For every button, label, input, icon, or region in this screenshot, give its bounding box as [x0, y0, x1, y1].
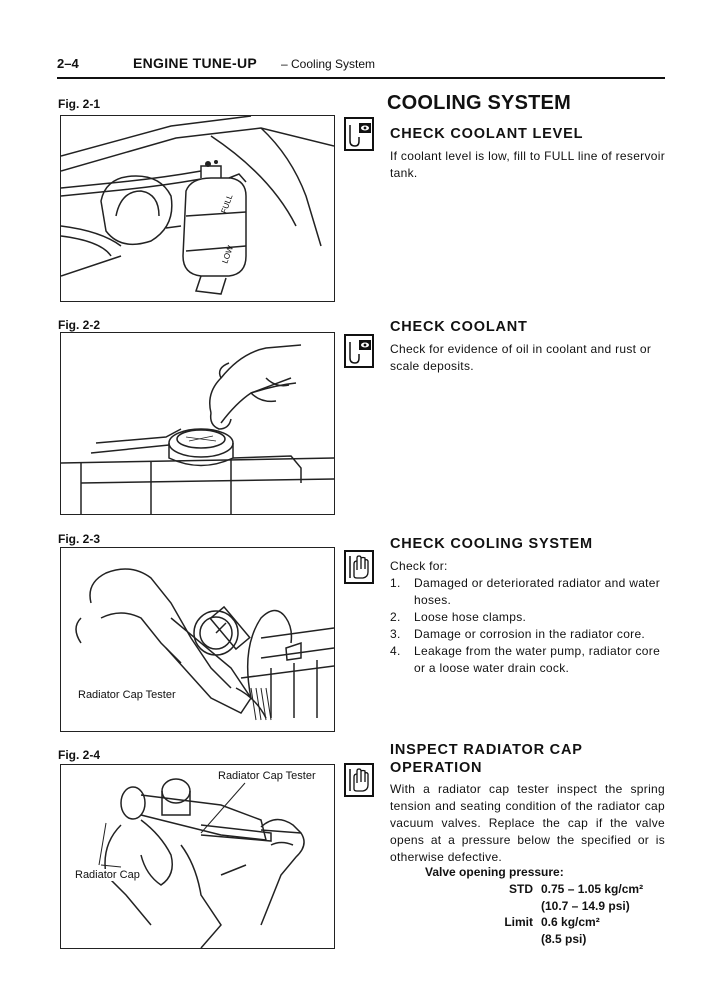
svg-text:LOW: LOW	[220, 244, 236, 265]
spec-limit-value-psi: (8.5 psi)	[541, 932, 587, 946]
step-title: CHECK COOLANT LEVEL	[390, 126, 584, 142]
figure-reservoir-tank	[60, 115, 335, 302]
figure-radiator-cap-test	[60, 764, 335, 949]
list-item: 2. Loose hose clamps.	[390, 610, 527, 624]
spec-std-value-psi: (10.7 – 14.9 psi)	[541, 899, 630, 913]
reservoir-tank-illustration	[61, 116, 334, 301]
chapter-subtitle: – Cooling System	[281, 57, 376, 71]
visual-inspection-icon	[344, 334, 374, 368]
spec-heading: Valve opening pressure:	[425, 865, 564, 879]
figure-label: Fig. 2-2	[58, 318, 101, 332]
figure-callout: Radiator Cap Tester	[218, 770, 316, 782]
header-rule	[57, 77, 665, 79]
list-item: 4. Leakage from the water pump, radiator core or a loose water drain cock.	[390, 644, 661, 675]
figure-label: Fig. 2-4	[58, 748, 101, 762]
checklist-items	[390, 575, 670, 677]
chapter-title: ENGINE TUNE-UP	[133, 55, 257, 71]
figure-label: Fig. 2-3	[58, 532, 101, 546]
list-item: 1. Damaged or deteriorated radiator and water hoses.	[390, 576, 661, 607]
step-text: If coolant level is low, fill to FULL line of reservoir tank.	[390, 149, 665, 180]
cooling-system-test-illustration	[61, 548, 334, 731]
figure-callout: Radiator Cap Tester	[78, 689, 176, 701]
list-item: 3. Damage or corrosion in the radiator core.	[390, 627, 646, 641]
step-text: With a radiator cap tester inspect the spring tension and seating condition of the radiator cap vacuum valves. Replace the cap if the valve opens at a pressure below the specified or is otherwise defective.	[390, 782, 665, 864]
step-title-cont: OPERATION	[390, 760, 483, 776]
figure-label: Fig. 2-1	[58, 97, 101, 111]
step-title: CHECK COOLING SYSTEM	[390, 536, 593, 552]
hand-check-icon	[344, 763, 374, 797]
spec-limit-label: Limit	[504, 915, 533, 929]
figure-callout: Radiator Cap	[75, 869, 140, 881]
svg-text:FULL: FULL	[219, 193, 235, 215]
coolant-check-illustration	[61, 333, 334, 514]
section-title: COOLING SYSTEM	[387, 92, 571, 114]
hand-check-icon	[344, 550, 374, 584]
figure-coolant-check	[60, 332, 335, 515]
step-title: INSPECT RADIATOR CAP	[390, 742, 583, 758]
checklist	[390, 558, 670, 677]
page-number: 2–4	[57, 56, 79, 71]
step-text: Check for evidence of oil in coolant and rust or scale deposits.	[390, 342, 652, 373]
spec-std-value: 0.75 – 1.05 kg/cm²	[541, 882, 644, 896]
figure-cooling-system-test	[60, 547, 335, 732]
radiator-cap-test-illustration	[61, 765, 334, 948]
step-title: CHECK COOLANT	[390, 319, 528, 335]
spec-std-label: STD	[509, 882, 533, 896]
spec-limit-value: 0.6 kg/cm²	[541, 915, 600, 929]
checklist-intro: Check for:	[390, 559, 448, 573]
visual-inspection-icon	[344, 117, 374, 151]
